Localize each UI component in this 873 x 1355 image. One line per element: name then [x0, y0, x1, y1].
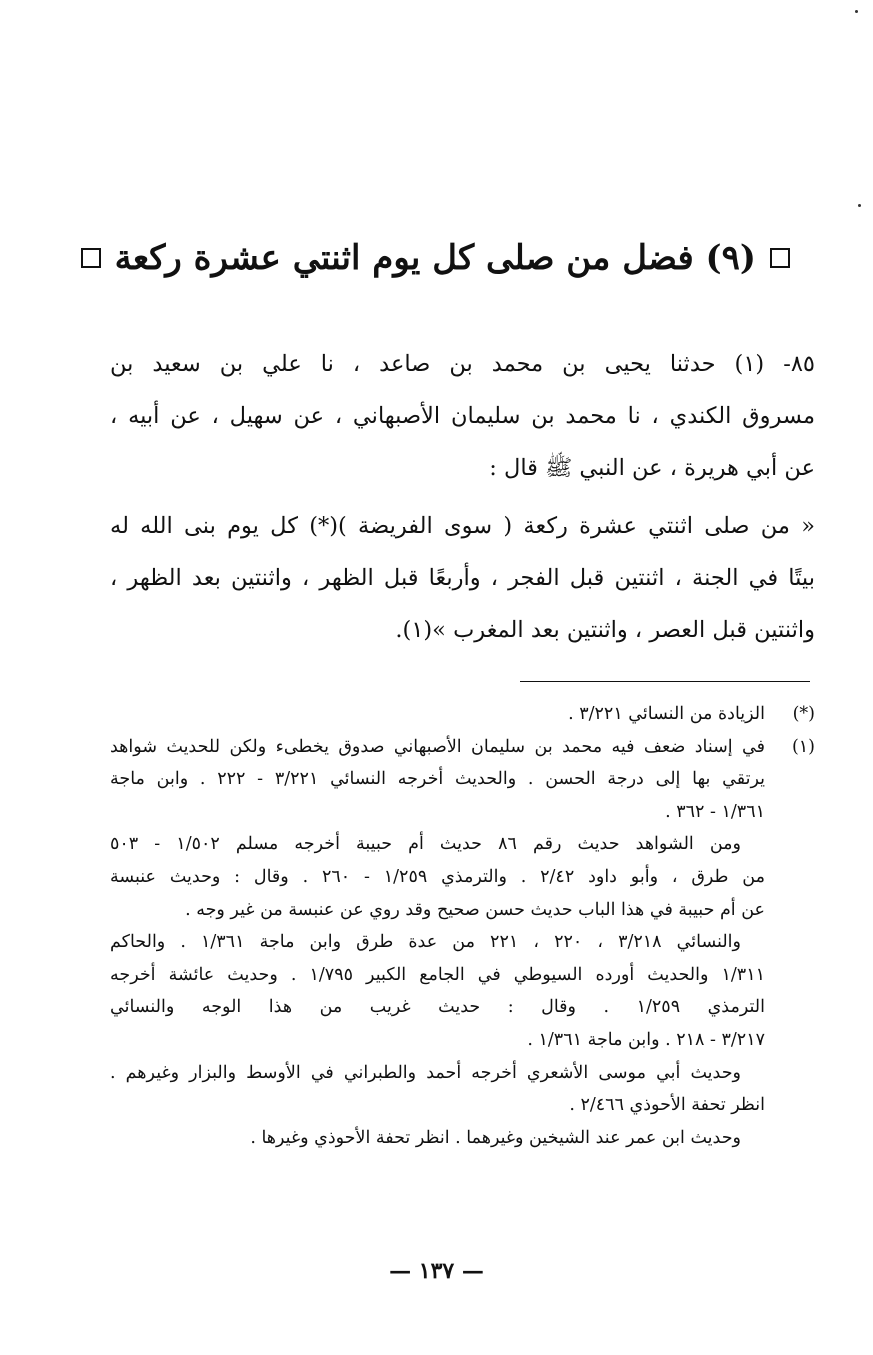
hadith-matn — [110, 500, 815, 656]
note-line: وحديث أبي موسى الأشعري أخرجه أحمد والطبراني في الأوسط والبزار وغيرهم . — [110, 1062, 741, 1083]
note-continuation — [110, 828, 815, 1154]
footnote — [110, 698, 815, 731]
note-line: ومن الشواهد حديث رقم ٨٦ حديث أم حبيبة أخرجه مسلم ١/٥٠٢ - ٥٠٣ — [110, 834, 741, 855]
note-line: انظر تحفة الأحوذي ٢/٤٦٦ . — [569, 1095, 765, 1116]
isnad-line: مسروق الكندي ، نا محمد بن سليمان الأصبهاني ، عن سهيل ، عن أبيه ، — [110, 403, 815, 429]
footnote-mark: (١) — [791, 736, 815, 757]
note-line: ١/٣١١ والحديث أورده السيوطي في الجامع الكبير ١/٧٩٥ . وحديث عائشة أخرجه — [110, 964, 766, 985]
matn-line: « من صلى اثنتي عشرة ركعة ( سوى الفريضة )(*) كل يوم بنى الله له — [110, 513, 815, 539]
isnad-line: ٨٥- (١) حدثنا يحيى بن محمد بن صاعد ، نا علي بن سعيد بن — [110, 351, 815, 377]
matn-line: واثنتين قبل العصر ، واثنتين بعد المغرب »(١). — [395, 617, 815, 643]
speck-right — [858, 204, 861, 207]
note-line: عن أم حبيبة في هذا الباب حديث حسن صحيح وقد روي عن عنبسة من غير وجه . — [185, 899, 765, 920]
heading-box-right — [770, 248, 790, 268]
note-line: الترمذي ١/٢٥٩ . وقال : حديث غريب من هذا الوجه والنسائي — [110, 997, 765, 1018]
speck-top — [855, 10, 858, 13]
note-line: من طرق ، وأبو داود ٢/٤٢ . والترمذي ١/٢٥٩ - ٢٦٠ . وقال : وحديث عنبسة — [110, 866, 766, 887]
matn-line: بيتًا في الجنة ، اثنتين قبل الفجر ، وأربعًا قبل الظهر ، واثنتين بعد الظهر ، — [110, 565, 815, 591]
footnote-line: في إسناد ضعف فيه محمد بن سليمان الأصبهاني صدوق يخطىء ولكن للحديث شواهد — [110, 736, 765, 757]
footnote-line: الزيادة من النسائي ٣/٢٢١ . — [568, 704, 765, 724]
footnote — [110, 731, 815, 829]
footnote-mark: (*) — [792, 704, 815, 724]
note-line: ٣/٢١٧ - ٢١٨ . وابن ماجة ١/٣٦١ . — [527, 1029, 765, 1050]
footnote-line: ١/٣٦١ - ٣٦٢ . — [665, 801, 765, 822]
page-number: — ١٣٧ — — [389, 1258, 484, 1284]
footnote-separator — [520, 681, 810, 682]
hadith-isnad — [110, 338, 815, 494]
note-line: والنسائي ٣/٢١٨ ، ٢٢٠ ، ٢٢١ من عدة طرق وابن ماجة ١/٣٦١ . والحاكم — [110, 932, 741, 953]
note-line: وحديث ابن عمر عند الشيخين وغيرهما . انظر تحفة الأحوذي وغيرها . — [250, 1127, 741, 1148]
chapter-title: (٩) فضل من صلى كل يوم اثنتي عشرة ركعة — [114, 238, 756, 278]
footnote-line: يرتقي بها إلى درجة الحسن . والحديث أخرجه النسائي ٣/٢٢١ - ٢٢٢ . وابن ماجة — [110, 769, 765, 790]
chapter-heading — [110, 226, 790, 290]
footnotes — [110, 698, 815, 1154]
isnad-line: عن أبي هريرة ، عن النبي ﷺ قال : — [489, 455, 815, 481]
heading-box-left — [81, 248, 101, 268]
